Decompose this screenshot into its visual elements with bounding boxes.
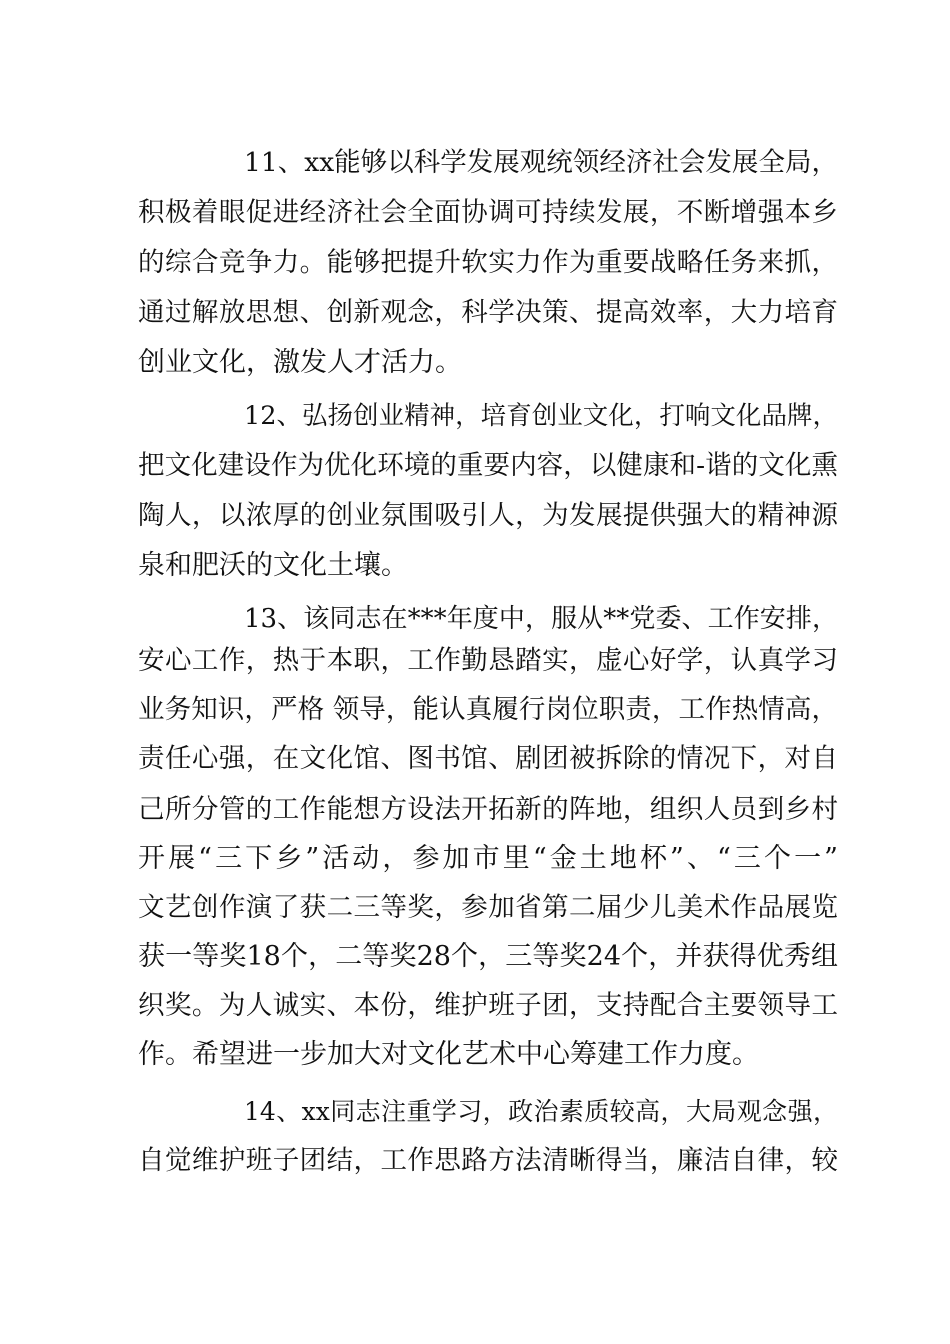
paragraph-12-line-2: 把文化建设作为优化环境的重要内容，以健康和-谐的文化熏 <box>138 450 838 481</box>
paragraph-11-line-3: 的综合竞争力。能够把提升软实力作为重要战略任务来抓， <box>138 247 838 278</box>
paragraph-12-line-1: 12、弘扬创业精神，培育创业文化，打响文化品牌， <box>244 401 838 431</box>
paragraph-14-line-2: 自觉维护班子团结，工作思路方法清晰得当，廉洁自律，较 <box>138 1145 838 1176</box>
paragraph-11-line-2: 积极着眼促进经济社会全面协调可持续发展，不断增强本乡 <box>138 197 838 228</box>
paragraph-13-line-7: 文艺创作演了获二三等奖，参加省第二届少儿美术作品展览 <box>138 892 838 923</box>
paragraph-11-line-4: 通过解放思想、创新观念，科学决策、提高效率，大力培育 <box>138 297 838 328</box>
paragraph-11-line-1: 11、xx能够以科学发展观统领经济社会发展全局， <box>244 147 838 178</box>
paragraph-13-line-2: 安心工作，热于本职，工作勤恳踏实，虚心好学，认真学习 <box>138 645 838 676</box>
paragraph-13-line-5: 己所分管的工作能想方设法开拓新的阵地，组织人员到乡村 <box>138 794 838 825</box>
paragraph-13-line-6: 开展“三下乡”活动，参加市里“金土地杯”、“三个一” <box>138 843 838 874</box>
paragraph-13-line-1: 13、该同志在***年度中，服从**党委、工作安排， <box>244 604 838 634</box>
paragraph-14-line-1: 14、xx同志注重学习，政治素质较高，大局观念强， <box>244 1097 838 1126</box>
paragraph-12-line-4: 泉和肥沃的文化土壤。 <box>138 550 408 581</box>
paragraph-11-line-5: 创业文化，激发人才活力。 <box>138 347 462 378</box>
paragraph-12-line-3: 陶人，以浓厚的创业氛围吸引人，为发展提供强大的精神源 <box>138 500 838 531</box>
paragraph-13-line-9: 织奖。为人诚实、本份，维护班子团，支持配合主要领导工 <box>138 990 838 1021</box>
paragraph-13-line-10: 作。希望进一步加大对文化艺术中心筹建工作力度。 <box>138 1039 759 1070</box>
paragraph-13-line-4: 责任心强，在文化馆、图书馆、剧团被拆除的情况下，对自 <box>138 743 838 774</box>
paragraph-13-line-3: 业务知识，严格 领导，能认真履行岗位职责，工作热情高， <box>138 694 838 725</box>
paragraph-13-line-8: 获一等奖18个，二等奖28个，三等奖24个，并获得优秀组 <box>138 941 838 972</box>
